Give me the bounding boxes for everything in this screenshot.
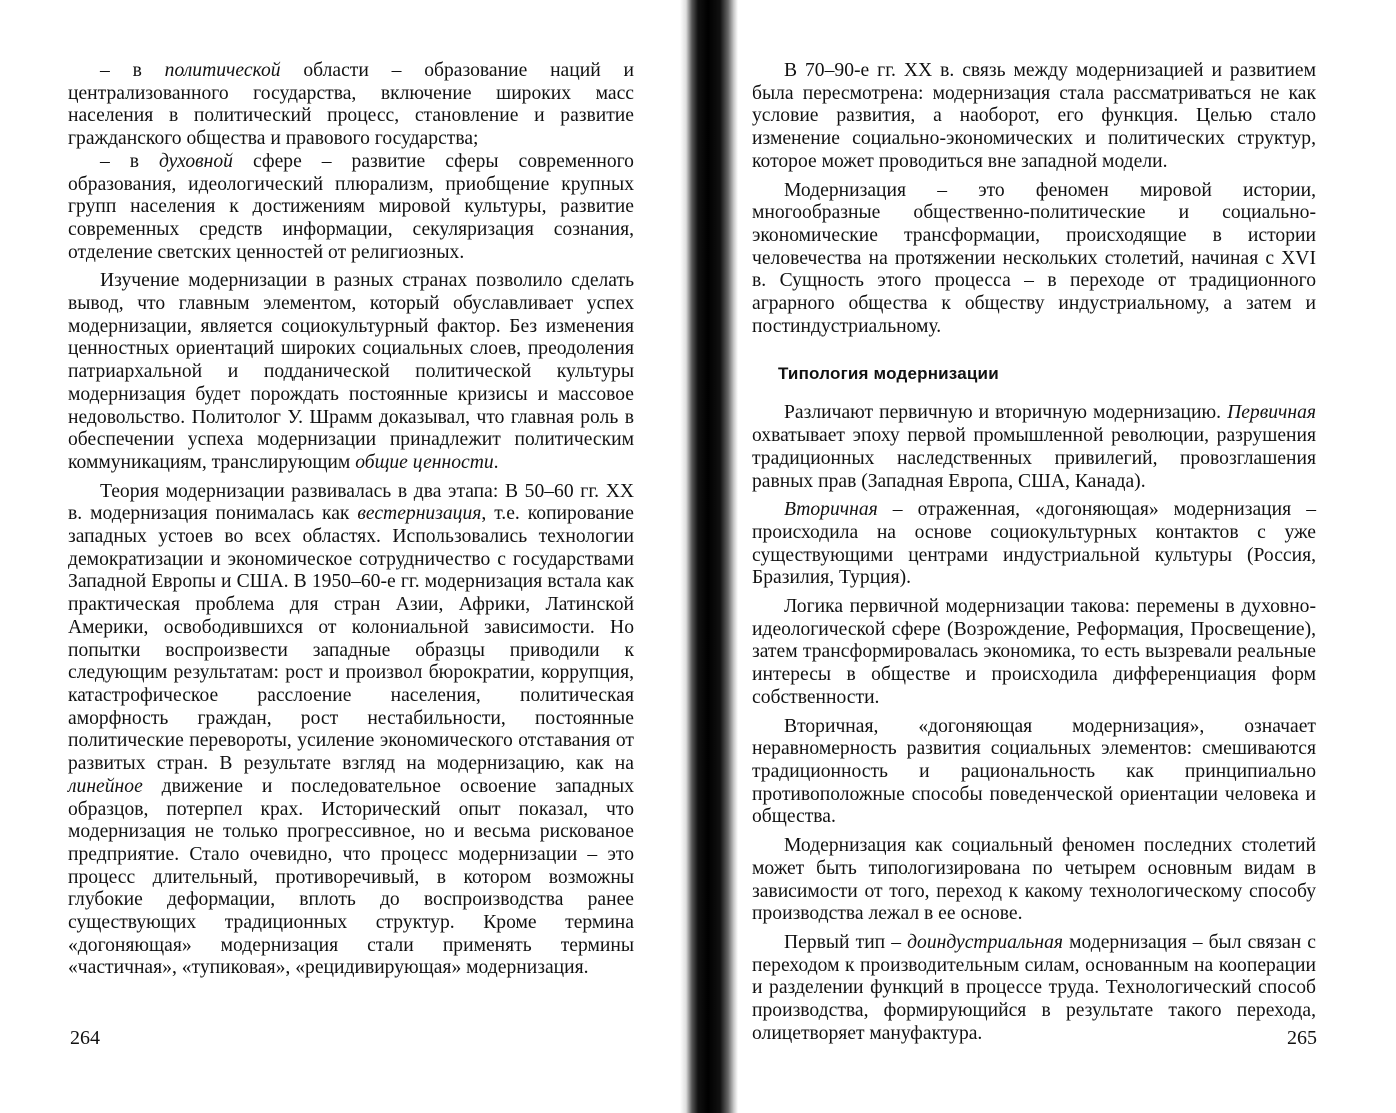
- paragraph: [752, 499, 1316, 590]
- italic-term: линейное: [68, 775, 143, 797]
- italic-term: политической: [164, 60, 281, 81]
- paragraph: [68, 151, 634, 265]
- right-page-number: 265: [1287, 1027, 1317, 1049]
- paragraph: [752, 835, 1316, 926]
- left-page: [68, 60, 634, 980]
- paragraph: [752, 180, 1316, 339]
- left-page-number: 264: [70, 1027, 100, 1049]
- book-gutter-shadow: [680, 0, 738, 1113]
- text-run: , т.е. копирование западных устоев во всех областях. Использовались технологии демократизации и экономическое сотрудничество с государствами Западной Европы и США. В 1950–60-е гг. модернизация встала как практическая проблема для стран Азии, Африки, Латинской Америки, освободившихся от колониальной зависимости. Но попытки воспроизвести западные образцы приводили к следующим результатам: рост и произвол бюрократии, коррупция, катастрофическое расслоение населения, политическая аморфность граждан, рост нестабильности, постоянные политические перевороты, усиление экономического отставания от развитых стран. В результате взгляд на модернизацию, как на: [68, 503, 634, 775]
- right-page: [752, 60, 1316, 1045]
- paragraph: [68, 60, 634, 151]
- text-run: В 70–90-е гг. XX в. связь между модернизацией и развитием была пересмотрена: модернизация стала рассматриваться не как условие развития, а наоборот, его функция. Целью стало изменение социально-экономических и политических структур, которое может проводиться вне западной модели.: [752, 60, 1316, 172]
- text-run: Теория модернизации развивалась в два этапа: В 50–60 гг. XX в. модернизация понималась как: [68, 480, 634, 525]
- paragraph: [752, 60, 1316, 174]
- text-run: модернизация – был связан с переходом к производительным силам, основанным на кооперации и разделении функций в процессе труда. Технологический способ производства, формирующийся в результате такого перехода, олицетворяет мануфактура.: [752, 931, 1316, 1044]
- paragraph: [752, 596, 1316, 710]
- text-run: – отраженная, «догоняющая» модернизация – происходила на основе социокультурных контактов с уже существующими центрами индустриальной культуры (Россия, Бразилия, Турция).: [752, 499, 1316, 589]
- text-run: – в: [100, 60, 165, 81]
- text-run: Логика первичной модернизации такова: перемены в духовно-идеологической сфере (Возрождение, Реформация, Просвещение), затем трансформировалась экономика, то есть вызревали реальные интересы в обществе и происходила дифференциация форм собственности.: [752, 596, 1316, 708]
- paragraph: [752, 402, 1316, 493]
- italic-term: Первичная: [1227, 402, 1316, 424]
- italic-term: духовной: [159, 150, 233, 172]
- text-run: области – образование наций и централизованного государства, включение широких масс населения в политический процесс, становление и развитие гражданского общества и правового государства;: [68, 60, 634, 150]
- paragraph: [752, 932, 1316, 1046]
- text-run: Модернизация – это феномен мировой истории, многообразные общественно-политические и социально-экономические трансформации, происходящие в истории человечества на протяжении нескольких столетий, начиная с XVI в. Сущность этого процесса – в переходе от традиционного аграрного общества к обществу индустриальному, а затем и постиндустриальному.: [752, 179, 1316, 337]
- italic-term: доиндустриальная: [907, 931, 1064, 953]
- paragraph: [752, 716, 1316, 830]
- text-run: Вторичная, «догоняющая модернизация», означает неравномерность развития социальных элементов: смешиваются традиционность и рациональность как принципиально противоположные способы поведенческой ориентации человека и общества.: [752, 715, 1316, 828]
- text-run: Первый тип –: [784, 931, 908, 953]
- text-run: сфере – развитие сферы современного образования, идеологический плюрализм, приобщение крупных групп населения к достижениям мировой культуры, развитие современных средств информации, секуляризация сознания, отделение светских ценностей от религиозных.: [68, 150, 634, 263]
- italic-term: общие ценности: [355, 451, 494, 473]
- text-run: Изучение модернизации в разных странах позволило сделать вывод, что главным элементом, который обуславливает успех модернизации, является социокультурный фактор. Без изменения ценностных ориентаций широких социальных слоев, преодоления патриархальной и подданической политической культуры модернизация будет порождать постоянные кризисы и массовое недовольство. Политолог У. Шрамм доказывал, что главная роль в обеспечении успеха модернизации принадлежит политическим коммуникациям, транслирующим: [68, 270, 634, 473]
- text-run: движение и последовательное освоение западных образцов, потерпел крах. Исторический опыт показал, что модернизация не только прогрессивное, но и весьма рискованое предприятие. Стало очевидно, что процесс модернизации – это процесс длительный, противоречивый, в котором возможны глубокие деформации, вплоть до воспроизводства ранее существующих традиционных структур. Кроме термина «догоняющая» модернизация стали применять термины «частичная», «тупиковая», «рецидивирующая» модернизация.: [68, 775, 634, 979]
- text-run: – в: [100, 150, 160, 172]
- paragraph: [68, 270, 634, 474]
- text-run: Модернизация как социальный феномен последних столетий может быть типологизирована по четырем основным видам в зависимости от того, переход к какому технологическому способу производства лежал в ее основе.: [752, 835, 1316, 925]
- text-run: охватывает эпоху первой промышленной революции, разрушения традиционных наследственных привилегий, провозглашения равных прав (Западная Европа, США, Канада).: [752, 425, 1316, 492]
- italic-term: Вторичная: [784, 499, 878, 521]
- text-run: Различают первичную и вторичную модернизацию.: [784, 402, 1228, 424]
- text-run: .: [493, 451, 499, 473]
- section-heading: Типология модернизации: [778, 364, 999, 384]
- italic-term: вестернизация: [357, 503, 482, 525]
- right-page-top-text: [752, 60, 1316, 338]
- paragraph: [68, 481, 634, 980]
- right-page-bottom-text: [752, 402, 1316, 1045]
